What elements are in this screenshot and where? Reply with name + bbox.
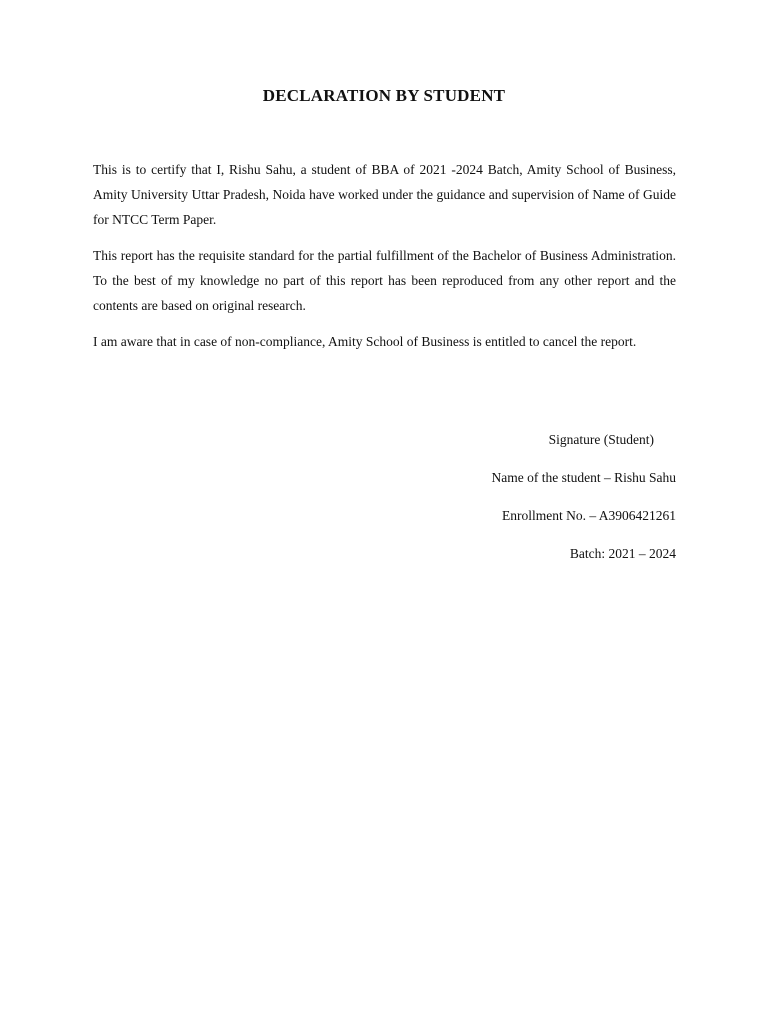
signature-label: Signature (Student) — [548, 432, 654, 447]
paragraph-certification: This is to certify that I, Rishu Sahu, a student of BBA of 2021 -2024 Batch, Amity School of Business, Amity University Uttar Pradesh, Noida have worked under the guidance and supervision of Name of Guide for NTCC Term Paper. — [93, 162, 676, 227]
page-title: DECLARATION BY STUDENT — [262, 86, 506, 105]
student-name-line: Name of the student – Rishu Sahu — [491, 470, 676, 485]
signature-block — [492, 430, 676, 582]
batch-line: Batch: 2021 – 2024 — [569, 546, 676, 561]
declaration-body — [93, 157, 676, 365]
paragraph-compliance: I am aware that in case of non-compliance, Amity School of Business is entitled to cancel the report. — [93, 334, 637, 349]
enrollment-number-line: Enrollment No. – A3906421261 — [502, 508, 676, 523]
paragraph-standard: This report has the requisite standard for the partial fulfillment of the Bachelor of Business Administration. To the best of my knowledge no part of this report has been reproduced from any other report and the contents are based on original research. — [93, 248, 676, 313]
